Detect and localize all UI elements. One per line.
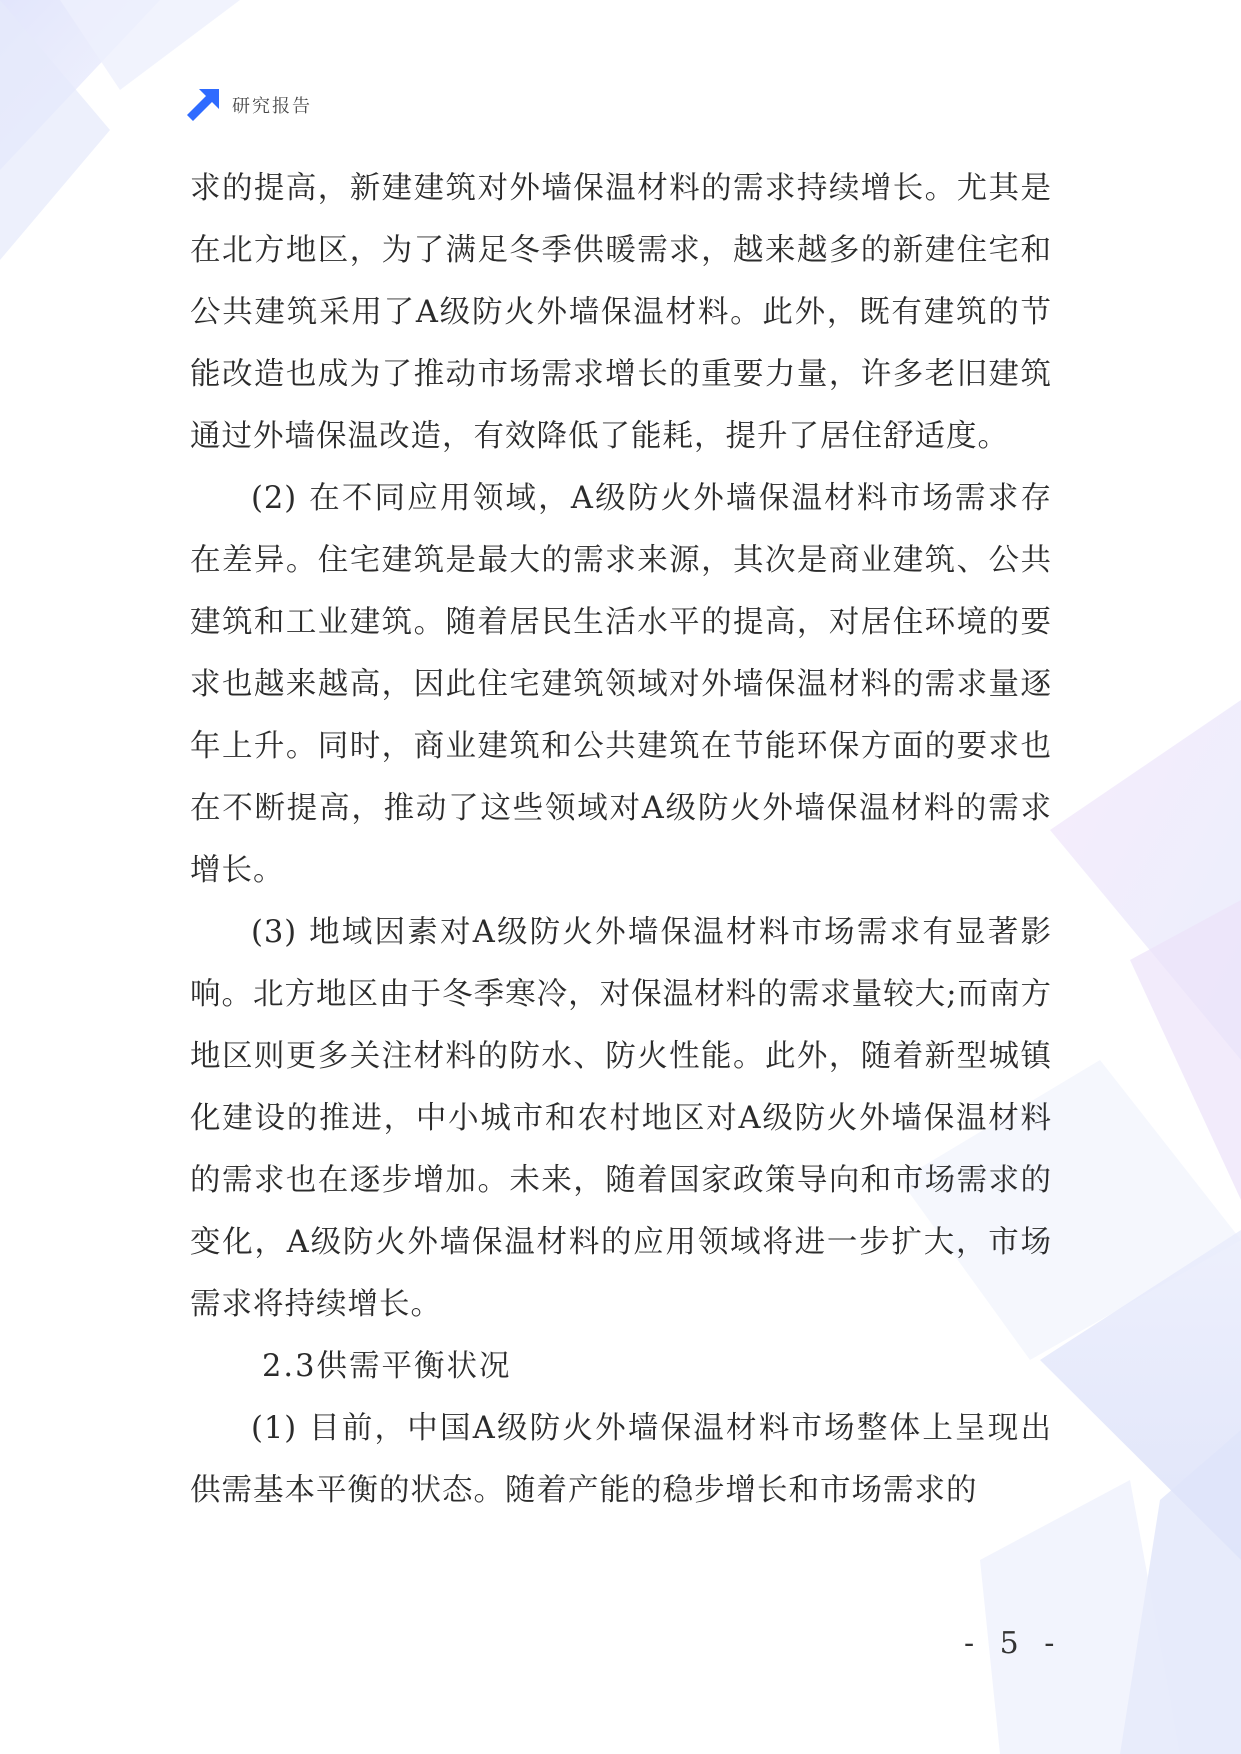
page-number: - 5 -: [964, 1626, 1063, 1661]
report-brand-label: 研究报告: [232, 96, 312, 117]
paragraph-regional-factors: (3) 地域因素对A级防火外墙保温材料市场需求有显著影响。北方地区由于冬季寒冷，对保温材料的需求量较大;而南方地区则更多关注材料的防水、防火性能。此外，随着新型城镇化建设的推进，中小城市和农村地区对A级防火外墙保温材料的需求也在逐步增加。未来，随着国家政策导向和市场需求的变化，A级防火外墙保温材料的应用领域将进一步扩大，市场需求将持续增长。: [190, 915, 1052, 1322]
arrow-up-right-icon: [187, 89, 219, 121]
paragraph-application-fields: (2) 在不同应用领域，A级防火外墙保温材料市场需求存在差异。住宅建筑是最大的需求来源，其次是商业建筑、公共建筑和工业建筑。随着居民生活水平的提高，对居住环境的要求也越来越高，因此住宅建筑领域对外墙保温材料的需求量逐年上升。同时，商业建筑和公共建筑在节能环保方面的要求也在不断提高，推动了这些领域对A级防火外墙保温材料的需求增长。: [190, 481, 1052, 888]
paragraph-supply-demand: (1) 目前，中国A级防火外墙保温材料市场整体上呈现出供需基本平衡的状态。随着产能的稳步增长和市场需求的: [190, 1411, 1052, 1508]
document-body: [190, 158, 1052, 1522]
paragraph-continuation: 求的提高，新建建筑对外墙保温材料的需求持续增长。尤其是在北方地区，为了满足冬季供暖需求，越来越多的新建住宅和公共建筑采用了A级防火外墙保温材料。此外，既有建筑的节能改造也成为了推动市场需求增长的重要力量，许多老旧建筑通过外墙保温改造，有效降低了能耗，提升了居住舒适度。: [190, 171, 1052, 454]
section-heading: 2.3供需平衡状况: [262, 1349, 512, 1384]
report-header: [187, 88, 312, 122]
